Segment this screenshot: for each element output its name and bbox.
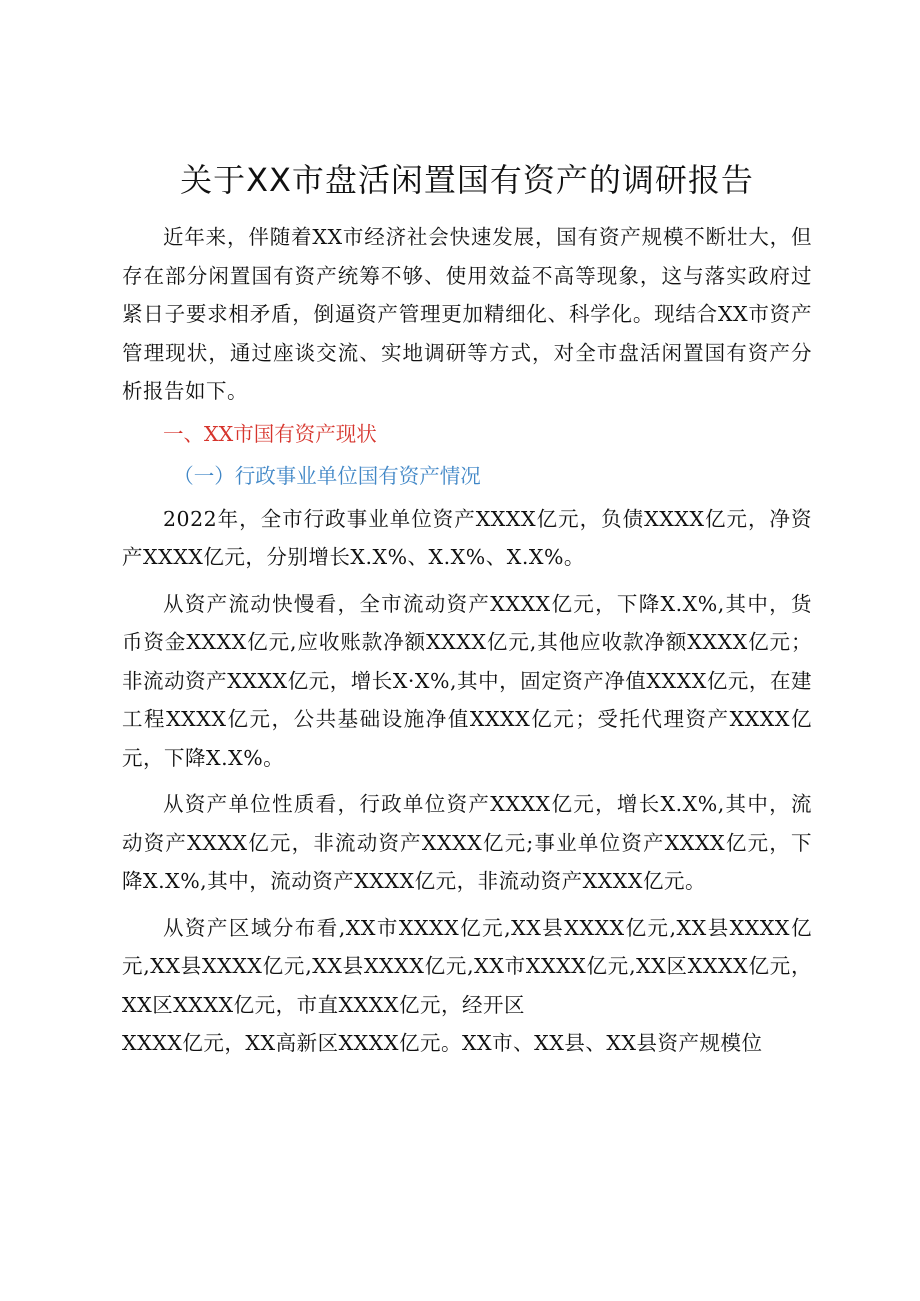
body-paragraph-3: 从资产单位性质看，行政单位资产XXXX亿元，增长X.X%,其中，流动资产XXXX亿元，非流动资产XXXX亿元;事业单位资产XXXX亿元，下降X.X%,其中，流动资产XXXX亿元，非流动资产XXXX亿元。 [122,792,812,893]
intro-paragraph: 近年来，伴随着XX市经济社会快速发展，国有资产规模不断壮大，但存在部分闲置国有资产统筹不够、使用效益不高等现象，这与落实政府过紧日子要求相矛盾，倒逼资产管理更加精细化、科学化。现结合XX市资产管理现状，通过座谈交流、实地调研等方式，对全市盘活闲置国有资产分析报告如下。 [122,225,812,403]
document-page [122,150,812,1063]
document-title: 关于XX市盘活闲置国有资产的调研报告 [180,161,754,199]
section-heading: 一、XX市国有资产现状 [163,421,377,446]
body-paragraph-5: XXXX亿元，XX高新区XXXX亿元。XX市、XX县、XX县资产规模位 [122,1031,763,1055]
body-paragraph-2: 从资产流动快慢看，全市流动资产XXXX亿元，下降X.X%,其中，货币资金XXXX亿元,应收账款净额XXXX亿元,其他应收款净额XXXX亿元；非流动资产XXXX亿元，增长X·X%,其中，固定资产净值XXXX亿元，在建工程XXXX亿元，公共基础设施净值XXXX亿元；受托代理资产XXXX亿元，下降X.X%。 [122,591,812,770]
subsection-heading: （一）行政事业单位国有资产情况 [173,464,481,488]
body-paragraph-4: 从资产区域分布看,XX市XXXX亿元,XX县XXXX亿元,XX县XXXX亿元,XX县XXXX亿元,XX县XXXX亿元,XX市XXXX亿元,XX区XXXX亿元，XX区XXXX亿元，市直XXXX亿元，经开区 [122,915,812,1017]
body-paragraph-1: 2022年，全市行政事业单位资产XXXX亿元，负债XXXX亿元，净资产XXXX亿元，分别增长X.X%、X.X%、X.X%。 [122,506,812,569]
